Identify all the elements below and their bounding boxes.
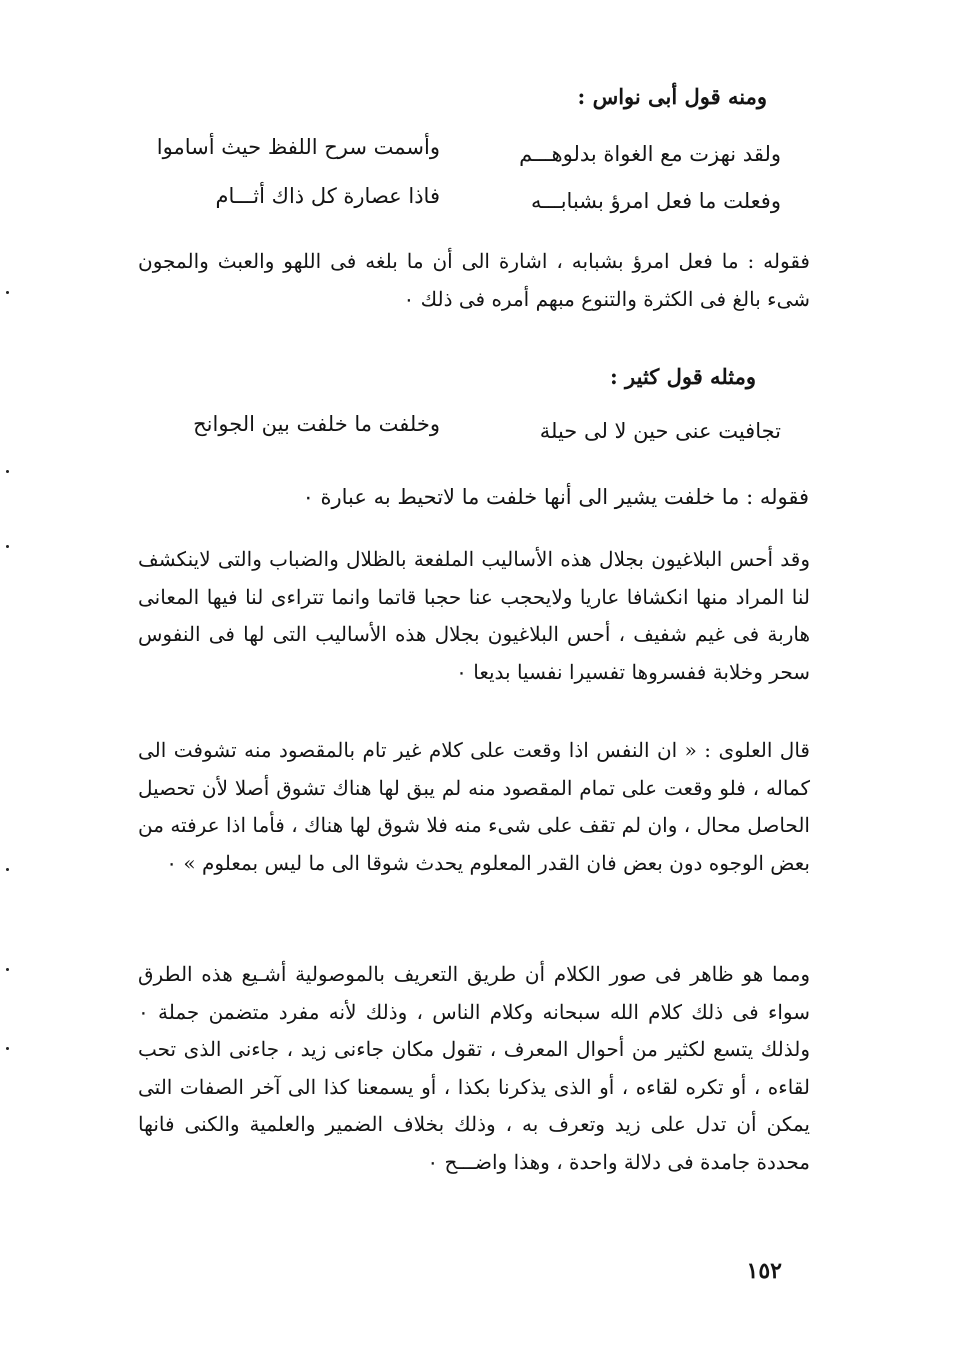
scan-speck — [6, 968, 9, 971]
scan-speck — [6, 291, 9, 294]
heading-abu-nuwas: ومنه قول أبى نواس : — [577, 84, 767, 109]
verse1-left-2: فاذا عصارة كل ذاك أثـــام — [215, 184, 440, 208]
verse1-right-2: وفعلت ما فعل امرؤ بشبابـــه — [531, 189, 781, 213]
scan-speck — [6, 470, 9, 473]
paragraph-4: قال العلوى : « ان النفس اذا وقعت على كلام غير تام بالمقصود منه تشوفت الى كماله ، فلو وقعت على تمام المقصود منه لم يبق لها هناك تشوق أصلا لأن تحصيل الحاصل محال ، وان لم تقف على شىء منه فلا شوق لها هناك ، فأما اذا عرفته من بعض الوجوه دون بعض فان القدر المعلوم يحدث شوقا الى ما ليس بمعلوم » ٠ — [138, 738, 810, 875]
verse1-right-1: ولقد نهزت مع الغواة بدلوهـــم — [519, 142, 781, 166]
paragraph-1: فقوله : ما فعل امرؤ بشبابه ، اشارة الى أن ما بلغه فى اللهو والعبث والمجون شىء بالغ فى الكثرة والتنوع مبهم أمره فى ذلك ٠ — [138, 249, 810, 311]
verse2-right: تجافيت عنى حين لا لى حيلة — [539, 419, 781, 443]
scan-speck — [6, 545, 9, 548]
paragraph-3: وقد أحس البلاغيون بجلال هذه الأساليب الملفعة بالظلال والضباب والتى لاينكشف لنا المراد منها انكشافا عاريا ولايحجب عنا حجبا قاتما وانما تتراءى لنا فيها المعانى هاربة فى غيم شفيف ، أحس البلاغيون بجلال هذه الأساليب التى لها فى النفوس سحر وخلابة ففسروها تفسيرا نفسيا بديعا ٠ — [138, 547, 810, 684]
paragraph-2: فقوله : ما خلفت يشير الى أنها خلفت ما لاتحيط به عبارة ٠ — [302, 485, 809, 509]
verse1-left-1: وأسمت سرح اللفظ حيث أساموا — [156, 135, 440, 159]
verse2-left: وخلفت ما خلفت بين الجوانح — [193, 412, 440, 436]
paragraph-5: ومما هو ظاهر فى صور الكلام أن طريق التعريف بالموصولية أشـيع هذه الطرق سواء فى ذلك كلام الله سبحانه وكلام الناس ، وذلك لأنه مفرد متضمن جملة ٠ ولذلك يتسع لكثير من أحوال المعرف ، تقول مكان جاءنى زيد ، جاءنى الذى تحب لقاءه ، أو تكره لقاءه ، أو الذى يذكرنا بكذا ، أو يسمعنا كذا الى آخر الصفات التى يمكن أن تدل على زيد وتعرف به ، وذلك بخلاف الضمير والعلمية والكنى فانها محددة جامدة فى دلالة واحدة ، وهذا واضـــح ٠ — [138, 962, 810, 1174]
scan-speck — [6, 1047, 9, 1050]
page-number: ١٥٢ — [746, 1258, 782, 1284]
heading-kuthayyir: ومثله قول كثير : — [609, 364, 756, 389]
scan-speck — [6, 868, 9, 871]
